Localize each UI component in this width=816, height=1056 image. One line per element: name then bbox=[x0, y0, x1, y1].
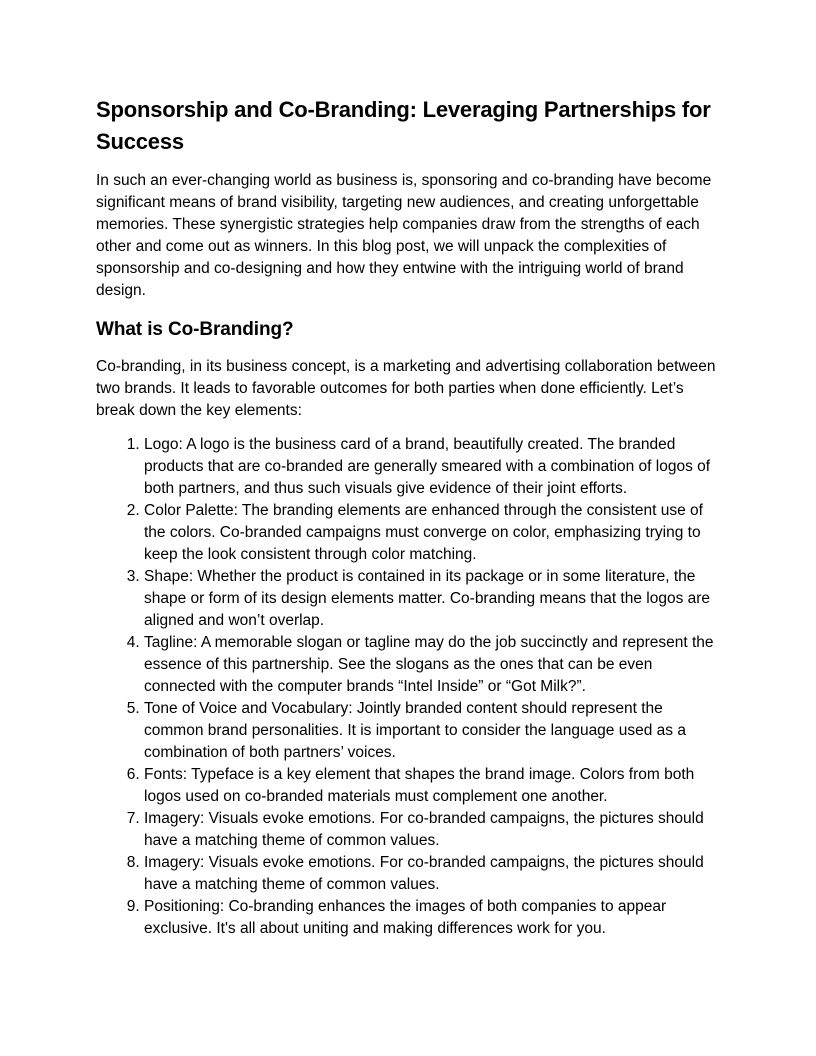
list-item: 6. Fonts: Typeface is a key element that shapes the brand image. Colors from both logos used on co-branded materials must complement one another. bbox=[144, 764, 724, 808]
list-item: 4. Tagline: A memorable slogan or tagline may do the job succinctly and represent the essence of this partnership. See the slogans as the ones that can be even connected with the computer brands “Intel Inside” or “Got Milk?”. bbox=[144, 632, 724, 698]
section-heading: What is Co-Branding? bbox=[96, 319, 294, 340]
list-item: 1. Logo: A logo is the business card of a brand, beautifully created. The branded products that are co-branded are generally smeared with a combination of logos of both partners, and thus such visuals give evidence of their joint efforts. bbox=[144, 434, 724, 500]
section-paragraph: Co-branding, in its business concept, is a marketing and advertising collaboration between two brands. It leads to favorable outcomes for both parties when done efficiently. Let’s break down the key elements: bbox=[96, 358, 716, 419]
list-item: 5. Tone of Voice and Vocabulary: Jointly branded content should represent the common brand personalities. It is important to consider the language used as a combination of both partners’ voices. bbox=[144, 698, 724, 764]
list-item: 8. Imagery: Visuals evoke emotions. For co-branded campaigns, the pictures should have a matching theme of common values. bbox=[144, 852, 724, 896]
list-item: 2. Color Palette: The branding elements are enhanced through the consistent use of the colors. Co-branded campaigns must converge on color, emphasizing trying to keep the look consistent through color matching. bbox=[144, 500, 724, 566]
key-elements-list bbox=[96, 434, 724, 940]
list-item: 9. Positioning: Co-branding enhances the images of both companies to appear exclusive. It's all about uniting and making differences work for you. bbox=[144, 896, 724, 940]
page-title: Sponsorship and Co-Branding: Leveraging Partnerships for Success bbox=[96, 97, 711, 154]
list-item: 3. Shape: Whether the product is contained in its package or in some literature, the shape or form of its design elements matter. Co-branding means that the logos are aligned and won’t overlap. bbox=[144, 566, 724, 632]
list-item: 7. Imagery: Visuals evoke emotions. For co-branded campaigns, the pictures should have a matching theme of common values. bbox=[144, 808, 724, 852]
intro-paragraph: In such an ever-changing world as business is, sponsoring and co-branding have become significant means of brand visibility, targeting new audiences, and creating unforgettable memories. These synergistic strategies help companies draw from the strengths of each other and come out as winners. In this blog post, we will unpack the complexities of sponsorship and co-designing and how they entwine with the intriguing world of brand design. bbox=[96, 172, 712, 299]
document-page bbox=[96, 94, 724, 940]
